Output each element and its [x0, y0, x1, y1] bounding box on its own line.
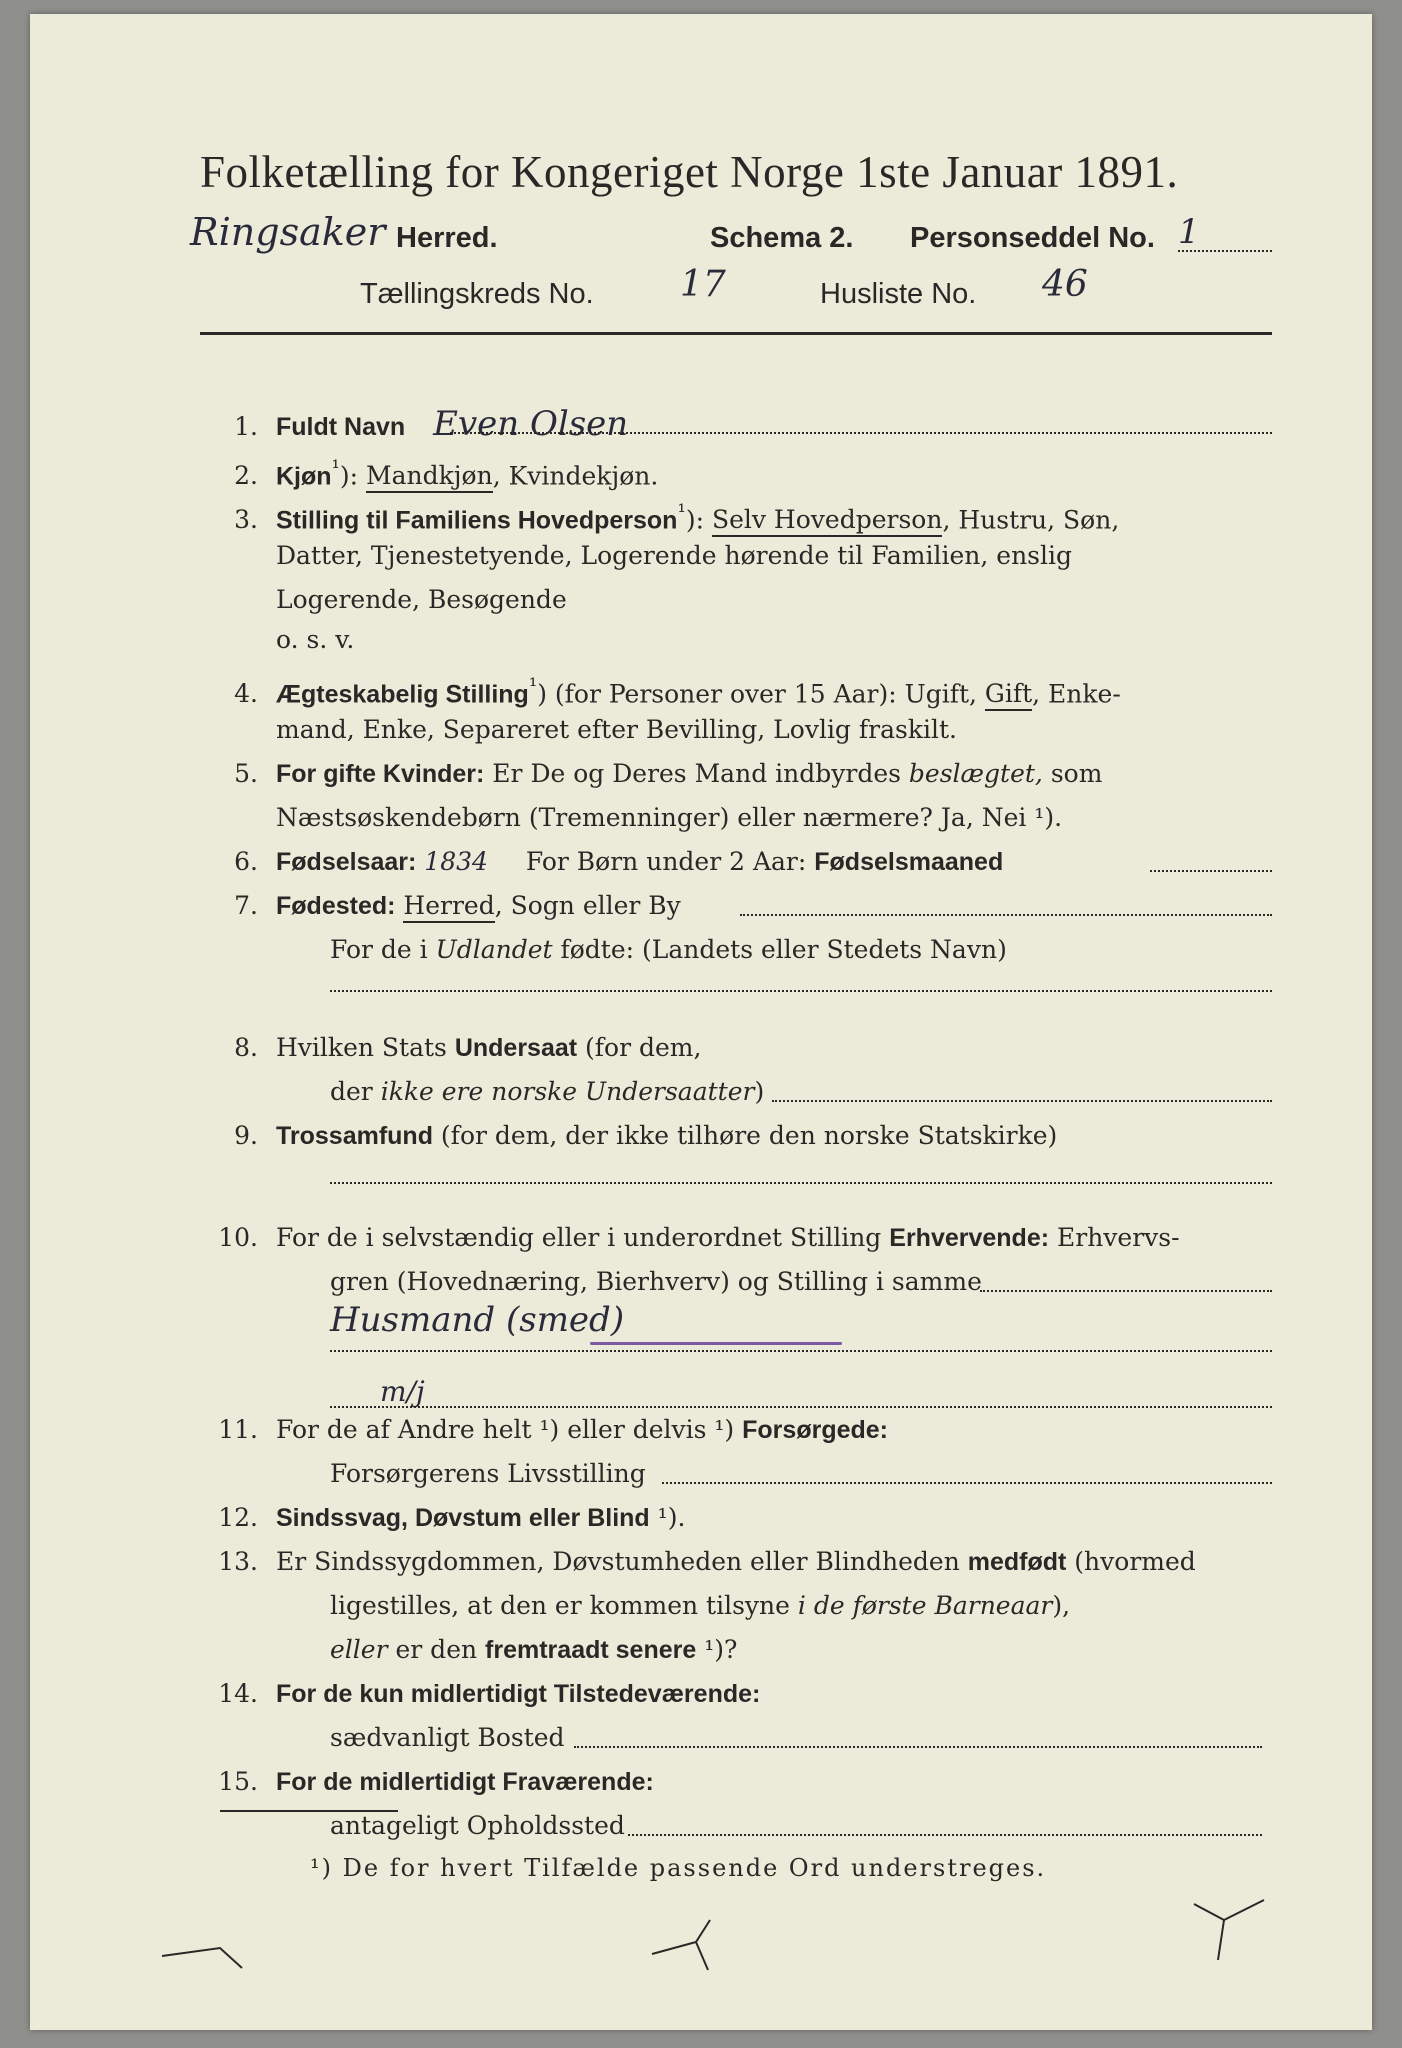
husliste-label: Husliste No. [820, 278, 977, 310]
herred-label: Herred. [396, 222, 498, 254]
item-10-line3-dots [330, 1350, 1272, 1352]
item-3-line3: Logerende, Besøgende [276, 585, 567, 614]
item-5-italic: beslægtet, [908, 759, 1043, 788]
item-10-dots [980, 1290, 1272, 1292]
item-7-line2b: fødte: (Landets eller Stedets Navn) [552, 935, 1007, 964]
item-7-line2a: For de i [330, 935, 436, 964]
item-10-line2: gren (Hovednæring, Bierhverv) og Stilling i samme [330, 1267, 982, 1296]
item-13 [200, 1540, 1196, 1584]
item-13-label: medfødt [967, 1548, 1067, 1576]
item-13-line3i: eller [330, 1635, 388, 1664]
item-8-rest: (for dem, [577, 1033, 702, 1062]
item-4-label: Ægteskabelig Stilling [276, 680, 529, 709]
census-form-sheet [30, 14, 1372, 2030]
item-13-line3a: er den [387, 1635, 486, 1664]
item-15-line2: antageligt Opholdssted [330, 1811, 625, 1840]
item-9 [200, 1114, 1057, 1158]
item-13-line2i: i de første Barneaar [797, 1591, 1053, 1620]
item-11 [200, 1408, 888, 1452]
kjon-other: , Kvindekjøn. [492, 461, 659, 491]
item-number: 7. [234, 891, 258, 920]
item-5 [200, 752, 1102, 796]
item-10-rest: Erhvervs- [1049, 1223, 1180, 1252]
item-15-dots [628, 1834, 1262, 1836]
item-number: 4. [234, 679, 258, 709]
item-14-label: For de kun midlertidigt Tilstedeværende: [276, 1680, 761, 1708]
kreds-label: Tællingskreds No. [360, 278, 594, 310]
item-number: 1. [234, 412, 258, 441]
registration-mark-right [1190, 1894, 1270, 1964]
registration-mark-left [160, 1934, 250, 1974]
item-13-pre: Er Sindssygdommen, Døvstumheden eller Blindheden [276, 1547, 968, 1576]
item-13-line2a: ligestilles, at den er kommen tilsyne [330, 1591, 798, 1620]
item-15 [200, 1760, 654, 1804]
item-10-label: Erhvervende: [889, 1224, 1050, 1252]
item-number: 2. [234, 461, 258, 491]
footnote-rule [220, 1810, 398, 1812]
item-3-line4: o. s. v. [276, 625, 355, 654]
item-12-rest: ¹). [649, 1503, 686, 1532]
item-5-text: Er De og Deres Mand indbyrdes [484, 759, 909, 788]
item-13-line2 [330, 1584, 1070, 1628]
registration-mark-center [650, 1914, 740, 1974]
full-name-value: Even Olsen [433, 404, 629, 444]
item-12 [200, 1496, 685, 1540]
schema-label: Schema 2. [710, 222, 854, 254]
occupation-value: Husmand (smed) [330, 1300, 625, 1340]
item-number: 12. [218, 1503, 258, 1532]
item-7 [200, 884, 681, 928]
item-11-label: Forsørgede: [742, 1416, 888, 1444]
item-number: 6. [234, 847, 258, 876]
item-5-line2: Næstsøskendebørn (Tremenninger) eller nærmere? Ja, Nei ¹). [276, 803, 1063, 832]
item-7-rest: , Sogn eller By [494, 891, 681, 920]
item-number: 11. [218, 1415, 258, 1444]
item-9-rest: (for dem, der ikke tilhøre den norske Statskirke) [432, 1121, 1058, 1150]
husliste-value: 46 [1042, 264, 1088, 305]
item-8-line2a: der [330, 1077, 381, 1106]
item-6-label: Fødselsaar: [276, 848, 417, 876]
item-6-dots [1150, 870, 1272, 872]
occupation-note: m/j [380, 1375, 425, 1408]
item-13-rest: (hvormed [1066, 1547, 1196, 1576]
personseddel-label: Personseddel No. [910, 222, 1155, 254]
civil-status-selected: Gift [985, 679, 1032, 711]
item-7-line3-dots [330, 990, 1272, 992]
item-7-label: Fødested: [276, 892, 396, 920]
item-2-label: Kjøn [276, 462, 332, 491]
footnote: ¹) De for hvert Tilfælde passende Ord understreges. [310, 1854, 1047, 1882]
stilling-selected: Selv Hovedperson [712, 505, 943, 537]
item-number: 13. [218, 1547, 258, 1576]
item-number: 15. [218, 1767, 258, 1796]
item-3-line2: Datter, Tjenestetyende, Logerende hørende til Familien, enslig [276, 541, 1073, 570]
kreds-value: 17 [680, 264, 726, 305]
item-6 [200, 840, 1003, 884]
item-7-line2i: Udlandet [435, 935, 553, 964]
item-5-label: For gifte Kvinder: [276, 760, 485, 788]
birth-year-value: 1834 [424, 847, 488, 876]
item-13-line3c: ¹)? [696, 1635, 738, 1664]
violet-underline-mark [590, 1342, 842, 1345]
item-number: 14. [218, 1679, 258, 1708]
item-14 [200, 1672, 760, 1716]
item-2-text: ): [339, 461, 367, 491]
item-9-dots [330, 1182, 1272, 1184]
item-8-dots [772, 1100, 1272, 1102]
item-3-text: ): [685, 505, 712, 535]
item-7-line2 [330, 928, 1007, 972]
header-rule [200, 332, 1272, 335]
item-6-mid: For Børn under 2 Aar: [525, 847, 807, 876]
birthplace-selected: Herred [403, 891, 494, 923]
item-1 [200, 402, 628, 449]
item-8 [200, 1026, 701, 1070]
item-13-line2b: ), [1052, 1591, 1071, 1620]
herred-value: Ringsaker [190, 210, 386, 254]
item-6-label2: Fødselsmaaned [814, 848, 1004, 876]
form-title: Folketælling for Kongeriget Norge 1ste Januar 1891. [200, 147, 1179, 197]
item-5-rest: som [1042, 759, 1103, 788]
item-3-sup: ¹ [677, 500, 686, 524]
personseddel-value: 1 [1178, 212, 1200, 252]
item-1-label: Fuldt Navn [276, 413, 406, 441]
item-8-line2b: ) [754, 1077, 765, 1106]
item-number: 3. [234, 505, 258, 535]
item-14-line2: sædvanligt Bosted [330, 1723, 565, 1752]
kjon-selected: Mandkjøn [366, 461, 493, 493]
item-number: 10. [218, 1223, 258, 1252]
item-3-label: Stilling til Familiens Hovedperson [276, 506, 678, 535]
item-8-label: Undersaat [454, 1034, 578, 1062]
item-9-label: Trossamfund [276, 1122, 433, 1150]
item-7-dots [740, 914, 1272, 916]
item-4-rest: , Enke- [1032, 679, 1121, 709]
item-10-pre: For de i selvstændig eller i underordnet Stilling [276, 1223, 890, 1252]
item-number: 8. [234, 1033, 258, 1062]
item-11-pre: For de af Andre helt ¹) eller delvis ¹) [276, 1415, 743, 1444]
item-13-line3b: fremtraadt senere [485, 1636, 697, 1664]
item-number: 5. [234, 759, 258, 788]
item-2-sup: ¹ [331, 456, 340, 480]
item-1-dots [450, 432, 1272, 434]
item-12-label: Sindssvag, Døvstum eller Blind [276, 1504, 650, 1532]
item-14-dots [574, 1746, 1262, 1748]
item-10 [200, 1216, 1180, 1260]
item-number: 9. [234, 1121, 258, 1150]
item-8-line2 [330, 1070, 764, 1114]
personseddel-dots [1178, 250, 1272, 252]
item-8-line2i: ikke ere norske Undersaatter [380, 1077, 755, 1106]
item-13-line3 [330, 1628, 737, 1672]
item-3-rest: , Hustru, Søn, [942, 505, 1120, 535]
item-11-dots [662, 1482, 1272, 1484]
item-4-pre: ) (for Personer over 15 Aar): Ugift, [537, 679, 985, 709]
item-11-line2: Forsørgerens Livsstilling [330, 1459, 646, 1488]
item-8-pre: Hvilken Stats [276, 1033, 455, 1062]
item-4-line2: mand, Enke, Separeret efter Bevilling, Lovlig fraskilt. [276, 715, 957, 744]
item-4-sup: ¹ [528, 674, 538, 698]
item-15-label: For de midlertidigt Fraværende: [276, 1768, 654, 1796]
